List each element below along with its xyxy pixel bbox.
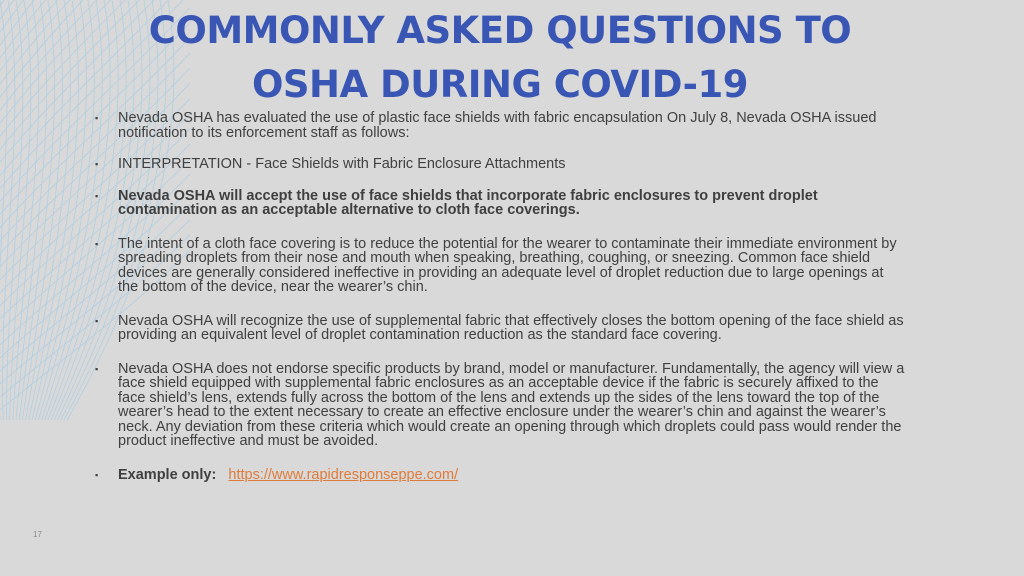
bullet-text: The intent of a cloth face covering is to reduce the potential for the wearer to contaminate their immediate environment by spreading droplets from their nose and mouth when speaking, breathing, coughing, or sneezing. Common face shield devices are generally considered ineffective in providing an adequate level of droplet reduction due to large openings at the bottom of the device, near the wearer’s chin. [118, 235, 897, 295]
bullet-marker: ▪ [95, 238, 99, 249]
slide-title-line-1: COMMONLY ASKED QUESTIONS TO [148, 9, 852, 52]
page-number: 17 [33, 530, 42, 539]
bullet-item [95, 111, 905, 140]
bullet-item [95, 157, 905, 172]
bullet-item [95, 362, 905, 449]
example-label: Example only: [118, 466, 217, 483]
bullet-text: Nevada OSHA will recognize the use of supplemental fabric that effectively closes the bottom opening of the face shield as providing an equivalent level of droplet contamination reduction as the standard face covering. [118, 312, 904, 343]
slide-title [100, 4, 900, 112]
bullet-item [95, 237, 905, 295]
bullet-item [95, 189, 905, 218]
bullet-item-example [95, 468, 905, 483]
slide-title-line-2: OSHA DURING COVID-19 [251, 63, 749, 106]
bullet-item [95, 314, 905, 343]
bullet-marker: ▪ [95, 159, 99, 169]
bullet-marker: ▪ [95, 113, 99, 123]
bullet-text: Nevada OSHA has evaluated the use of plastic face shields with fabric encapsulation On July 8, Nevada OSHA issued notification to its enforcement staff as follows: [118, 110, 877, 141]
bullet-marker: ▪ [95, 315, 99, 326]
bullet-text-bold: Nevada OSHA will accept the use of face shields that incorporate fabric enclosures to prevent droplet contamination as an acceptable alternative to cloth face coverings. [118, 187, 818, 218]
bullet-marker: ▪ [95, 469, 99, 480]
bullet-text: INTERPRETATION - Face Shields with Fabric Enclosure Attachments [118, 156, 566, 172]
bullet-text: Nevada OSHA does not endorse specific products by brand, model or manufacturer. Fundamentally, the agency will view a face shield equipped with supplemental fabric enclosures as an acceptable device if the fabric is securely affixed to the face shield’s lens, extends fully across the bottom of the lens and extends up the sides of the lens toward the top of the wearer’s head to the extent necessary to create an effective enclosure under the wearer’s chin and against the wearer’s neck. Any deviation from these criteria which would create an opening through which droplets could pass would render the product ineffective and must be avoided. [118, 360, 905, 449]
bullet-marker: ▪ [95, 190, 99, 201]
bullet-marker: ▪ [95, 363, 99, 374]
example-link[interactable]: https://www.rapidresponseppe.com/ [228, 466, 459, 483]
bullet-list [95, 111, 905, 501]
